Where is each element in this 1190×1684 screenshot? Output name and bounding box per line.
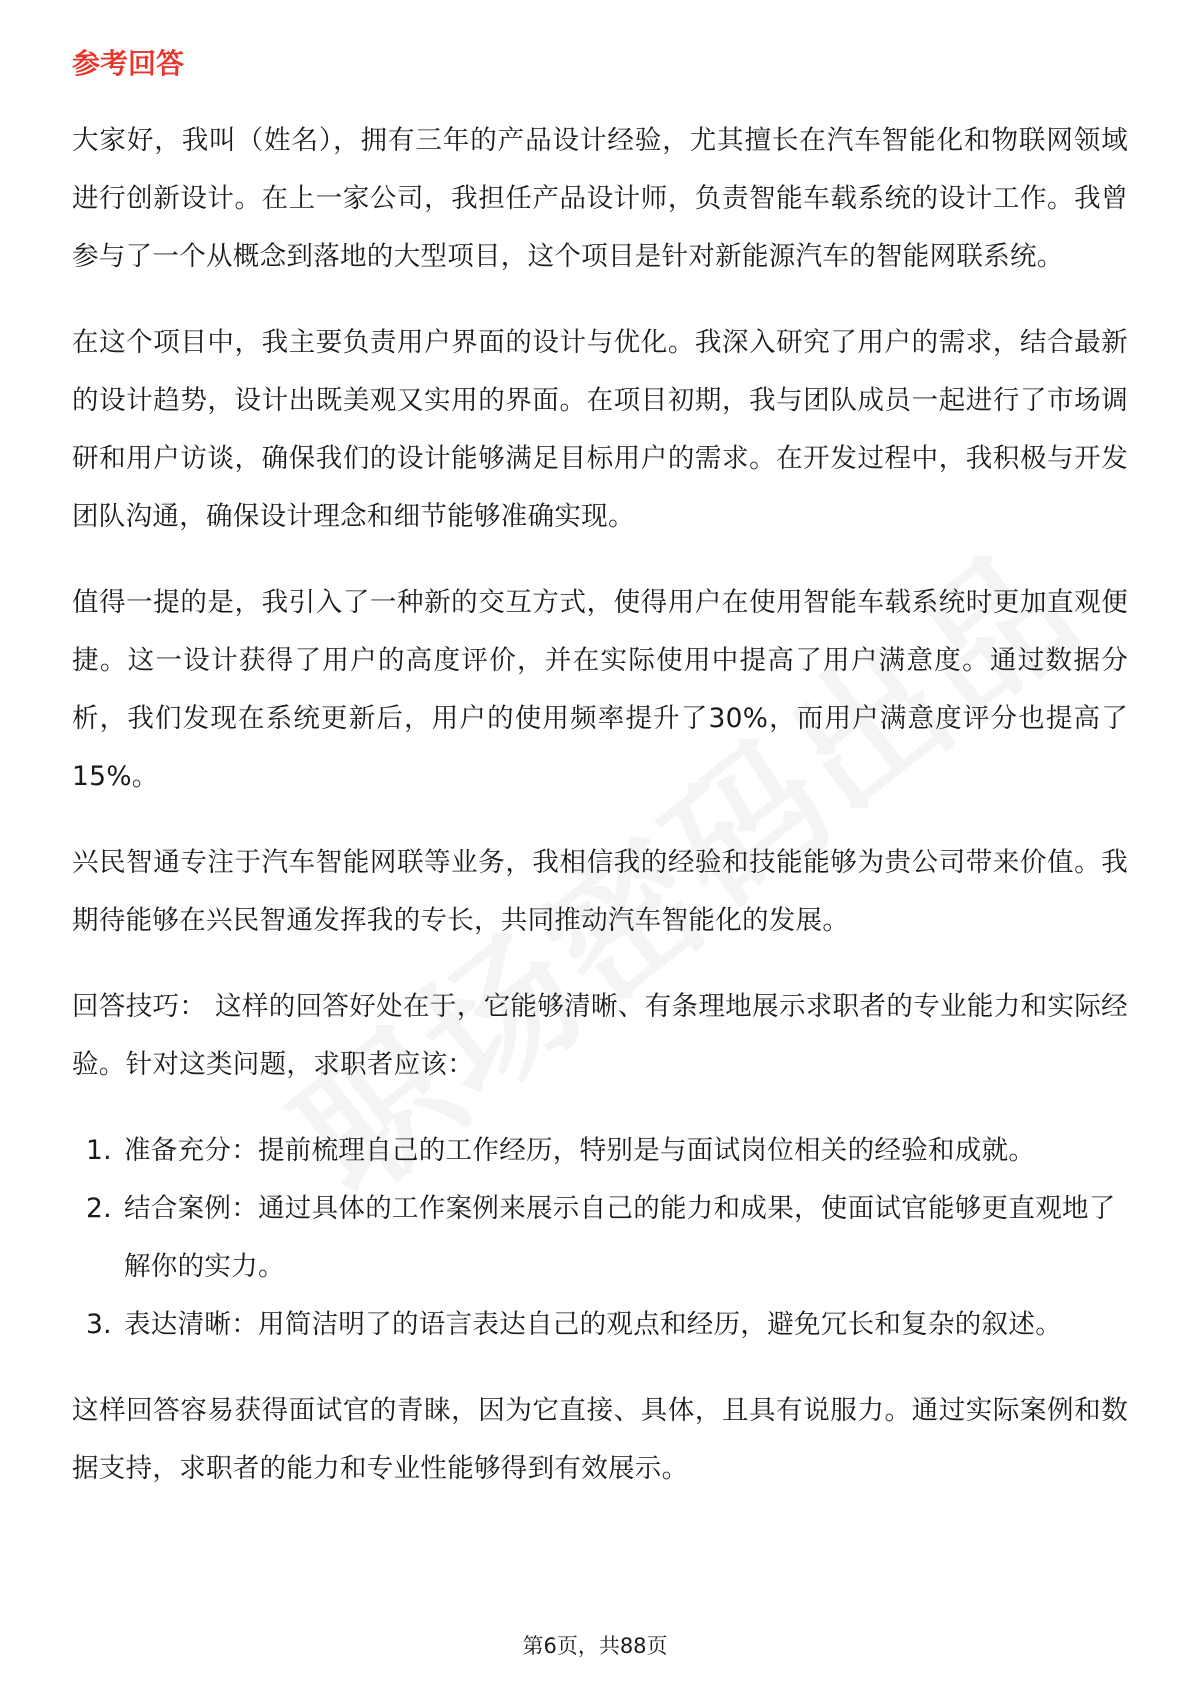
paragraph-closing: 这样回答容易获得面试官的青睐，因为它直接、具体，且具有说服力。通过实际案例和数据支持，求职者的能力和专业性能够得到有效展示。 <box>72 1395 1128 1484</box>
list-item <box>72 1122 1128 1180</box>
paragraph-tips-intro: 回答技巧： 这样的回答好处在于，它能够清晰、有条理地展示求职者的专业能力和实际经验。针对这类问题，求职者应该： <box>72 991 1128 1080</box>
paragraph-intro: 大家好，我叫（姓名），拥有三年的产品设计经验，尤其擅长在汽车智能化和物联网领域进行创新设计。在上一家公司，我担任产品设计师，负责智能车载系统的设计工作。我曾参与了一个从概念到落地的大型项目，这个项目是针对新能源汽车的智能网联系统。 <box>72 125 1128 272</box>
page-number: 第6页，共88页 <box>522 1634 668 1658</box>
tips-list <box>72 1122 1128 1354</box>
list-item <box>72 1180 1128 1296</box>
list-item-number: 2. <box>86 1193 112 1224</box>
list-item-text: 表达清晰：用简洁明了的语言表达自己的观点和经历，避免冗长和复杂的叙述。 <box>124 1309 1062 1340</box>
paragraph-highlight: 值得一提的是，我引入了一种新的交互方式，使得用户在使用智能车载系统时更加直观便捷。这一设计获得了用户的高度评价，并在实际使用中提高了用户满意度。通过数据分析，我们发现在系统更新后，用户的使用频率提升了30%，而用户满意度评分也提高了15%。 <box>72 587 1128 792</box>
list-item-number: 1. <box>86 1135 112 1166</box>
section-heading: 参考回答 <box>72 47 185 80</box>
paragraph-company: 兴民智通专注于汽车智能网联等业务，我相信我的经验和技能能够为贵公司带来价值。我期待能够在兴民智通发挥我的专长，共同推动汽车智能化的发展。 <box>72 847 1128 936</box>
list-item-number: 3. <box>86 1309 112 1340</box>
document-page <box>72 44 1128 1526</box>
list-item <box>72 1296 1128 1354</box>
list-item-text: 准备充分：提前梳理自己的工作经历，特别是与面试岗位相关的经验和成就。 <box>124 1135 1036 1166</box>
list-item-text: 结合案例：通过具体的工作案例来展示自己的能力和成果，使面试官能够更直观地了解你的实力。 <box>124 1193 1116 1282</box>
paragraph-project: 在这个项目中，我主要负责用户界面的设计与优化。我深入研究了用户的需求，结合最新的设计趋势，设计出既美观又实用的界面。在项目初期，我与团队成员一起进行了市场调研和用户访谈，确保我们的设计能够满足目标用户的需求。在开发过程中，我积极与开发团队沟通，确保设计理念和细节能够准确实现。 <box>72 327 1128 532</box>
